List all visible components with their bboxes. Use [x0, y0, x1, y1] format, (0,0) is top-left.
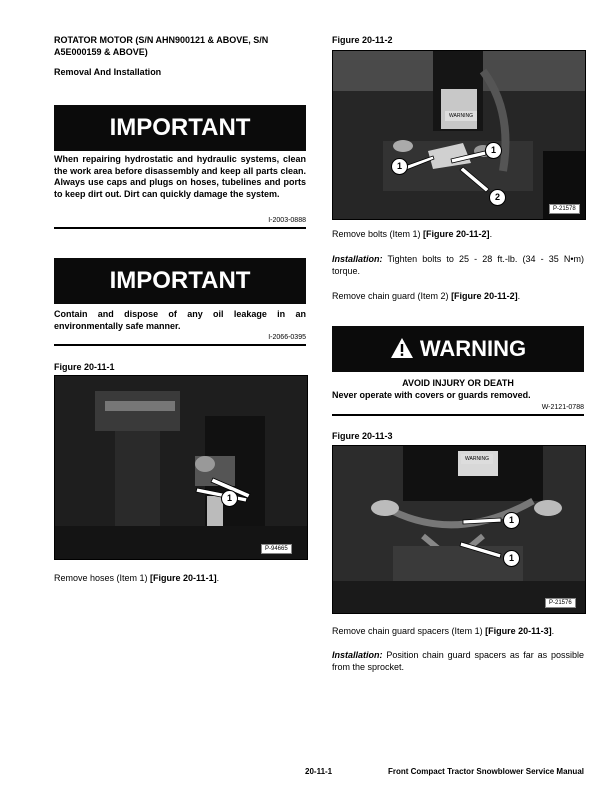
- figure-ref: [Figure 20-11-1]: [150, 573, 217, 583]
- warning-text: Never operate with covers or guards removed.: [332, 390, 531, 400]
- important-code: I-2066-0395: [268, 334, 306, 341]
- figure-photo: [332, 445, 586, 614]
- hydraulic-motor-photo: [55, 376, 307, 559]
- step-body: Remove chain guard (Item 2): [332, 291, 452, 301]
- step-end: .: [216, 573, 220, 583]
- step-text: [332, 626, 584, 638]
- installation-note: [332, 254, 584, 277]
- step-text: [54, 573, 306, 585]
- installation-text: Tighten bolts to 25 - 28 ft.-lb. (34 - 35 N•m) torque.: [332, 254, 584, 276]
- step-body: Remove bolts (Item 1): [332, 229, 424, 239]
- step-text: [332, 229, 584, 241]
- warning-triangle-icon: [390, 337, 414, 359]
- divider: [54, 344, 306, 346]
- warning-decal: WARNING: [461, 454, 493, 464]
- step-end: .: [551, 626, 555, 636]
- warning-banner: [332, 326, 584, 372]
- figure-caption: Figure 20-11-1: [54, 362, 115, 372]
- important-code: I-2003-0888: [268, 217, 306, 224]
- subsection-title: Removal And Installation: [54, 67, 162, 77]
- figure-photo: [54, 375, 308, 560]
- chain-guard-photo: [333, 51, 585, 219]
- figure-ref: [Figure 20-11-2]: [451, 291, 518, 301]
- figure-ref: [Figure 20-11-2]: [423, 229, 490, 239]
- figure-photo: [332, 50, 586, 220]
- important-label: IMPORTANT: [109, 114, 251, 141]
- warning-label: WARNING: [419, 336, 527, 361]
- step-text: [332, 291, 584, 303]
- divider: [54, 227, 306, 229]
- callout-1: 1: [221, 490, 238, 507]
- important-banner: [54, 105, 306, 151]
- callout-1: 1: [503, 550, 520, 567]
- step-end: .: [489, 229, 493, 239]
- step-body: Remove hoses (Item 1): [54, 573, 151, 583]
- manual-title: Front Compact Tractor Snowblower Service Manual: [387, 767, 584, 776]
- warning-headline: AVOID INJURY OR DEATH: [402, 378, 514, 388]
- divider: [332, 414, 584, 416]
- installation-label: Installation:: [332, 650, 383, 660]
- warning-decal: WARNING: [445, 111, 477, 121]
- section-title: ROTATOR MOTOR (S/N AHN900121 & ABOVE, S/N A5E000159 & ABOVE): [54, 35, 269, 57]
- step-body: Remove chain guard spacers (Item 1): [332, 626, 486, 636]
- callout-1: 1: [485, 142, 502, 159]
- spacers-photo: [333, 446, 585, 613]
- installation-text: Position chain guard spacers as far as possible from the sprocket.: [332, 650, 584, 672]
- figure-caption: Figure 20-11-3: [332, 431, 393, 441]
- photo-id: P-21576: [545, 598, 576, 608]
- important-banner: [54, 258, 306, 304]
- important-text: Contain and dispose of any oil leakage in an environmentally safe manner.: [54, 309, 306, 331]
- callout-1: 1: [503, 512, 520, 529]
- important-text: When repairing hydrostatic and hydraulic systems, clean the work area before disassembly and keep all parts clean. Always use caps and plugs on hoses, tubelines and ports to keep dirt out. Dirt can quickly damage the system.: [54, 154, 306, 199]
- figure-ref: [Figure 20-11-3]: [485, 626, 552, 636]
- installation-label: Installation:: [332, 254, 383, 264]
- important-label: IMPORTANT: [109, 267, 251, 294]
- step-end: .: [517, 291, 521, 301]
- photo-id: P-94665: [261, 544, 292, 554]
- warning-code: W-2121-0788: [541, 404, 584, 411]
- installation-note: [332, 650, 584, 673]
- callout-2: 2: [489, 189, 506, 206]
- photo-id: P-21578: [549, 204, 580, 214]
- page-number: 20-11-1: [305, 767, 333, 776]
- callout-1: 1: [391, 158, 408, 175]
- figure-caption: Figure 20-11-2: [332, 35, 393, 45]
